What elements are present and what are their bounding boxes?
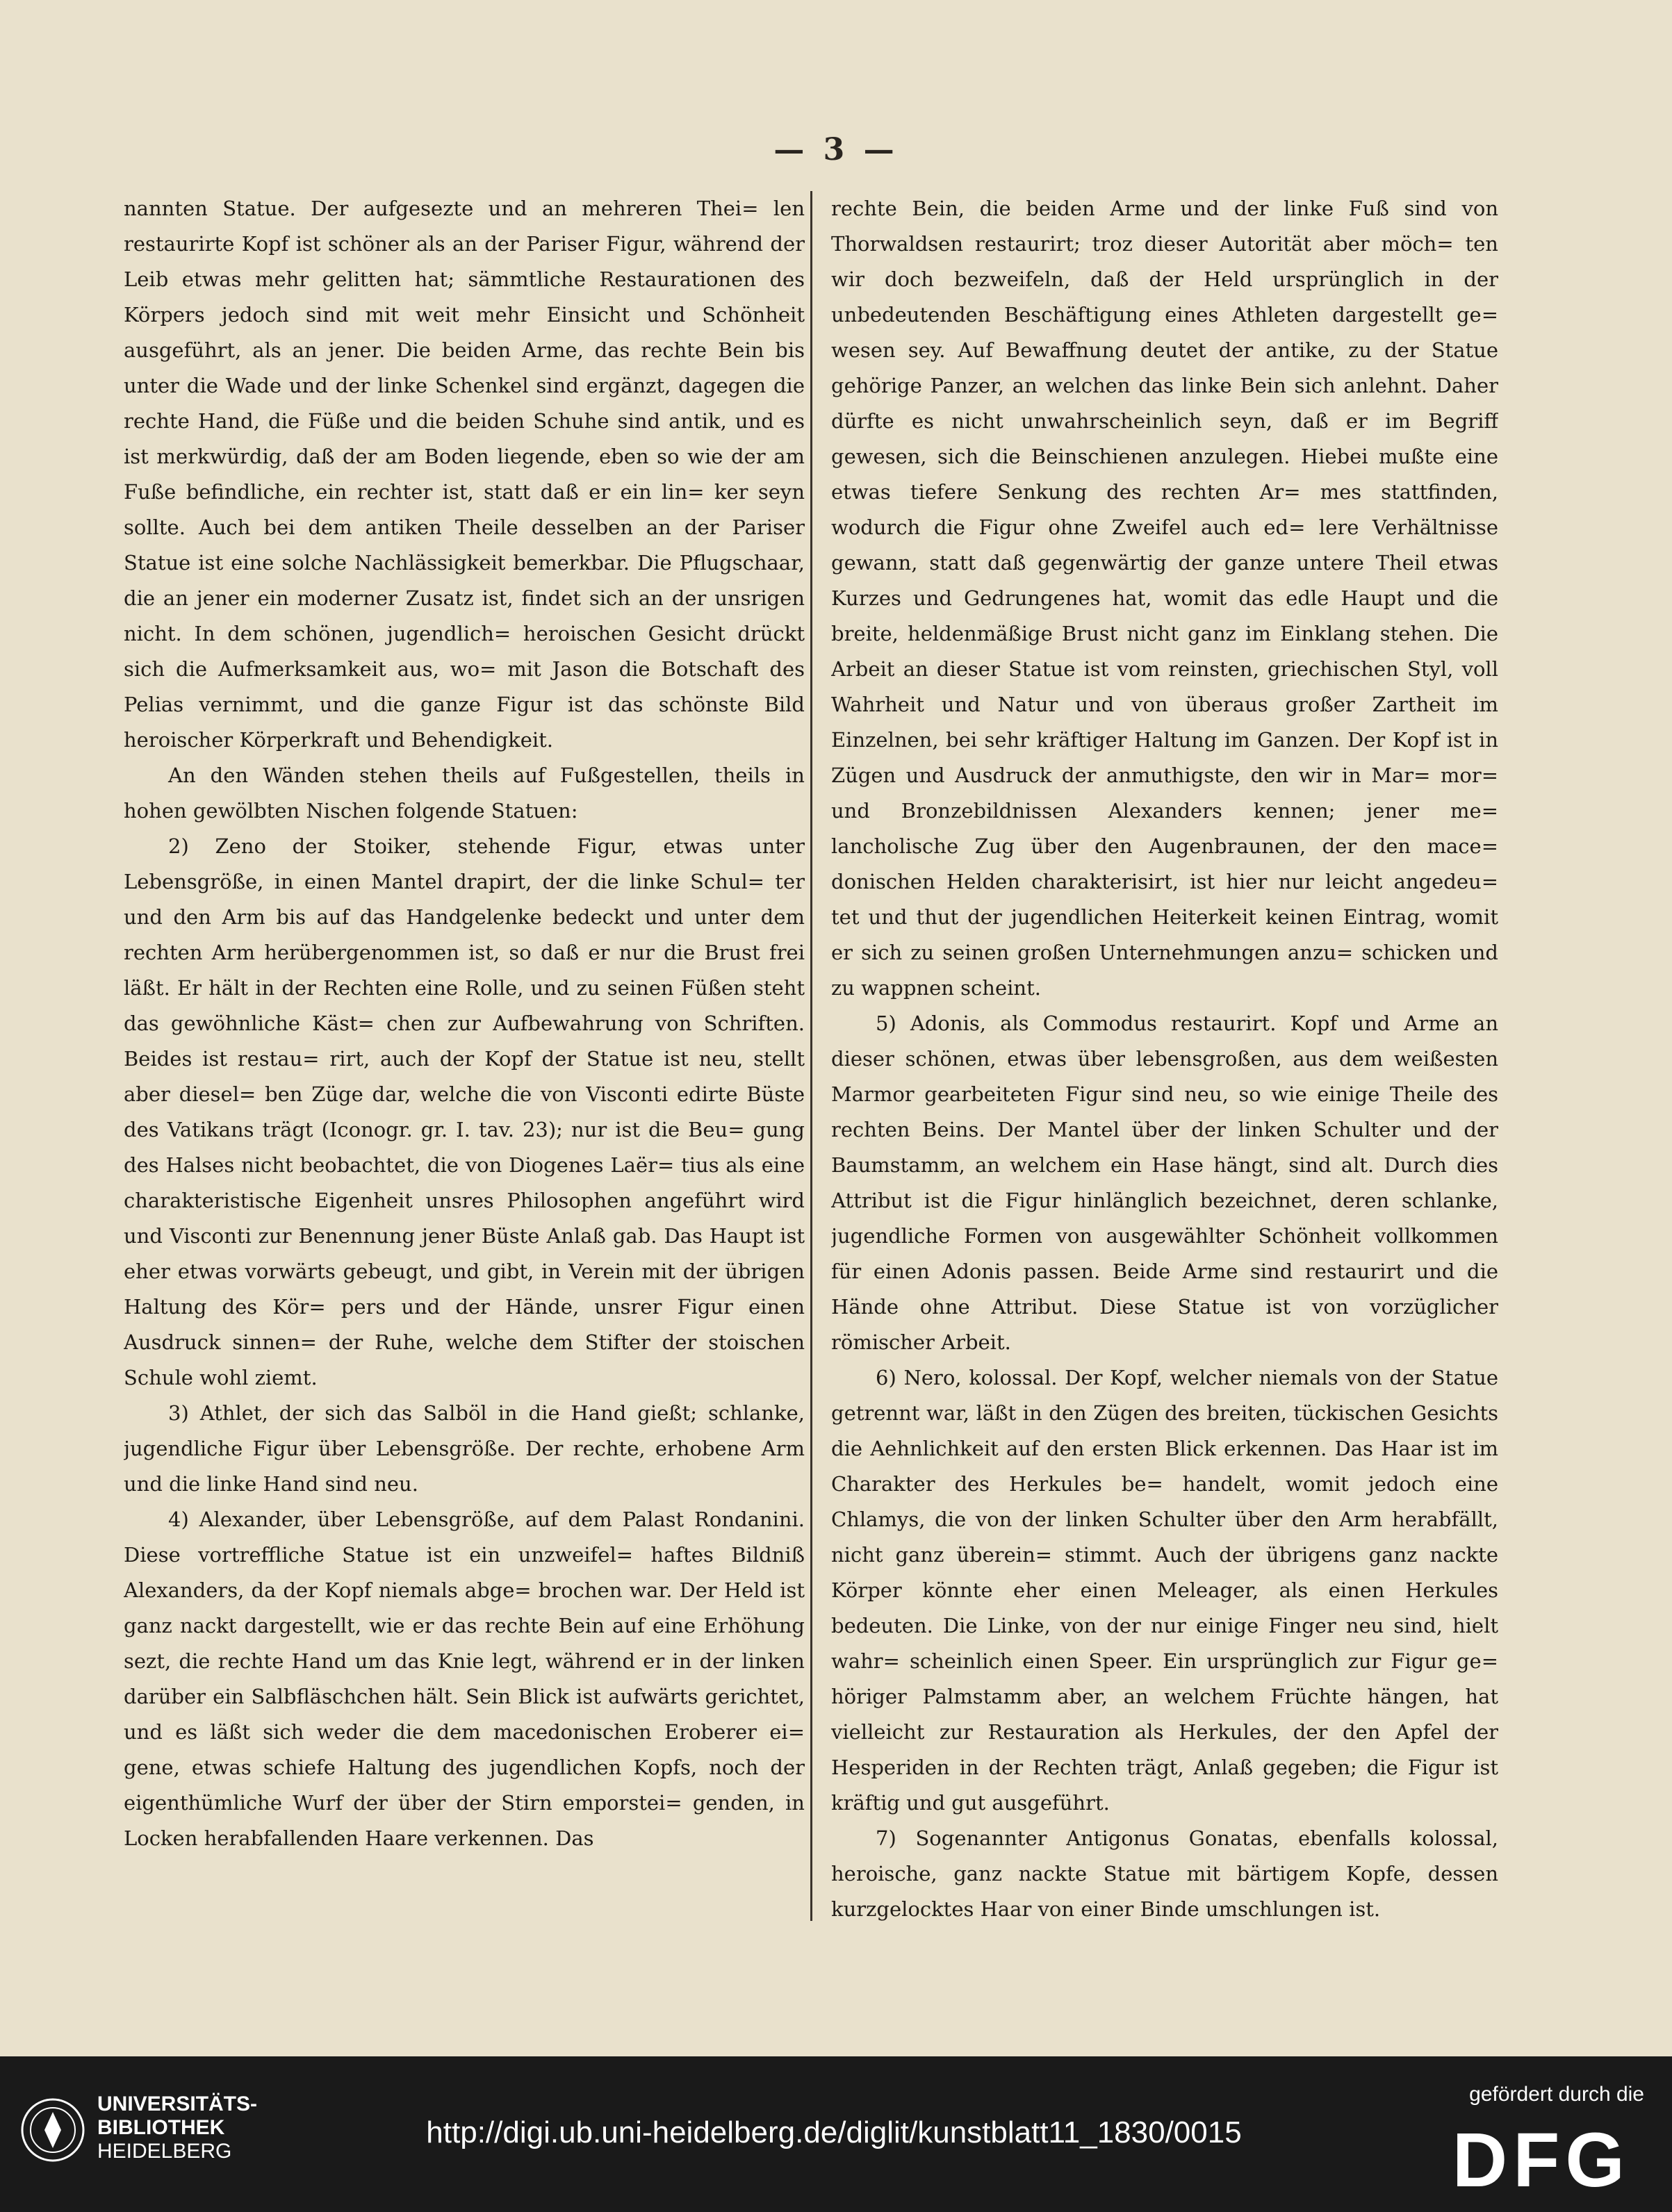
paragraph: nannten Statue. Der aufgesezte und an mehreren Thei= len restaurirte Kopf ist schöner als an der Pariser Figur, während der Leib etwas mehr gelitten hat; sämmtliche Restaurationen des Körpers jedoch sind mit weit mehr Einsicht und Schönheit ausgeführt, als an jener. Die beiden Arme, das rechte Bein bis unter die Wade und der linke Schenkel sind ergänzt, dagegen die rechte Hand, die Füße und die beiden Schuhe sind antik, und es ist merkwürdig, daß der am Boden liegende, eben so wie der am Fuße befindliche, ein rechter ist, statt daß er ein lin= ker seyn sollte. Auch bei dem antiken Theile desselben an der Pariser Statue ist eine solche Nachlässigkeit bemerkbar. Die Pflugschaar, die an jener ein moderner Zusatz ist, findet sich an der unsrigen nicht. In dem schönen, jugendlich= heroischen Gesicht drückt sich die Aufmerksamkeit aus, wo= mit Jason die Botschaft des Pelias vernimmt, und die ganze Figur ist das schönste Bild heroischer Körperkraft und Behendigkeit. <box>124 197 805 752</box>
paragraph: 6) Nero, kolossal. Der Kopf, welcher niemals von der Statue getrennt war, läßt in den Zügen des breiten, tückischen Gesichts die Aehnlichkeit auf den ersten Blick erkennen. Das Haar ist im Charakter des Herkules be= handelt, womit jedoch eine Chlamys, die von der linken Schulter über den Arm herabfällt, nicht ganz überein= stimmt. Auch der übrigens ganz nackte Körper könnte eher einen Meleager, als einen Herkules bedeuten. Die Linke, von der nur einige Finger neu sind, hielt wahr= scheinlich einen Speer. Ein ursprünglich zur Figur ge= höriger Palmstamm aber, an welchem Früchte hängen, hat vielleicht zur Restauration als Herkules, der den Apfel der Hesperiden in der Rechten trägt, Anlaß gegeben; die Figur ist kräftig und gut ausgeführt. <box>831 1366 1498 1815</box>
paragraph: 7) Sogenannter Antigonus Gonatas, ebenfalls kolossal, heroische, ganz nackte Statue mit bärtigem Kopfe, dessen kurzgelocktes Haar von einer Binde umschlungen ist. <box>831 1826 1498 1921</box>
source-url-link[interactable]: http://digi.ub.uni-heidelberg.de/diglit/kunstblatt11_1830/0015 <box>426 2115 1242 2149</box>
paragraph: 2) Zeno der Stoiker, stehende Figur, etwas unter Lebensgröße, in einen Mantel drapirt, der die linke Schul= ter und den Arm bis auf das Handgelenke bedeckt und unter dem rechten Arm herübergenommen ist, so daß er nur die Brust frei läßt. Er hält in der Rechten eine Rolle, und zu seinen Füßen steht das gewöhnliche Käst= chen zur Aufbewahrung von Schriften. Beides ist restau= rirt, auch der Kopf der Statue ist neu, stellt aber diesel= ben Züge dar, welche die von Visconti edirte Büste des Vatikans trägt (Iconogr. gr. I. tav. 23); nur ist die Beu= gung des Halses nicht beobachtet, die von Diogenes Laër= tius als eine charakteristische Eigenheit unsres Philosophen angeführt wird und Visconti zur Benennung jener Büste Anlaß gab. Das Haupt ist eher etwas vorwärts gebeugt, und gibt, in Verein mit der übrigen Haltung des Kör= pers und der Hände, unsrer Figur einen Ausdruck sinnen= der Ruhe, welche dem Stifter der stoischen Schule wohl ziemt. <box>124 834 805 1389</box>
funded-by-label: gefördert durch die <box>1469 2083 1644 2106</box>
paragraph: 4) Alexander, über Lebensgröße, auf dem Palast Rondanini. Diese vortreffliche Statue ist ein unzweifel= haftes Bildniß Alexanders, da der Kopf niemals abge= brochen war. Der Held ist ganz nackt dargestellt, wie er das rechte Bein auf eine Erhöhung sezt, die rechte Hand um das Knie legt, während er in der linken darüber ein Salbfläschchen hält. Sein Blick ist aufwärts gerichtet, und es läßt sich weder die dem macedonischen Eroberer ei= gene, etwas schiefe Haltung des jugendlichen Kopfs, noch der eigenthümliche Wurf der über der Stirn emporstei= genden, in Locken herabfallenden Haare verkennen. Das <box>124 1508 805 1850</box>
page-number: — 3 — <box>773 132 899 167</box>
library-name <box>97 2093 257 2163</box>
dfg-logo: DFG <box>1452 2118 1630 2203</box>
paragraph: rechte Bein, die beiden Arme und der linke Fuß sind von Thorwaldsen restaurirt; troz dieser Autorität aber möch= ten wir doch bezweifeln, daß der Held ursprünglich in der unbedeutenden Beschäftigung eines Athleten dargestellt ge= wesen sey. Auf Bewaffnung deutet der antike, zu der Statue gehörige Panzer, an welchen das linke Bein sich anlehnt. Daher dürfte es nicht unwahrscheinlich seyn, daß er im Begriff gewesen, sich die Beinschienen anzulegen. Hiebei mußte eine etwas tiefere Senkung des rechten Ar= mes stattfinden, wodurch die Figur ohne Zweifel auch ed= lere Verhältnisse gewann, statt daß gegenwärtig der ganze untere Theil etwas Kurzes und Gedrungenes hat, womit das edle Haupt und die breite, heldenmäßige Brust nicht ganz im Einklang stehen. Die Arbeit an dieser Statue ist vom reinsten, griechischen Styl, voll Wahrheit und Natur und von überaus großer Zartheit im Einzelnen, bei sehr kräftiger Haltung im Ganzen. Der Kopf ist in Zügen und Ausdruck der anmuthigste, den wir in Mar= mor= und Bronzebildnissen Alexanders kennen; jener me= lancholische Zug über den Augenbraunen, der den mace= donischen Helden charakterisirt, ist hier nur leicht angedeu= tet und thut der jugendlichen Heiterkeit keinen Eintrag, womit er sich zu seinen großen Unternehmungen anzu= schicken und zu wappnen scheint. <box>831 197 1498 1000</box>
university-seal-icon <box>19 2097 86 2163</box>
library-name-line2: BIBLIOTHEK <box>97 2116 225 2139</box>
library-name-line1: UNIVERSITÄTS- <box>97 2093 258 2115</box>
right-column <box>831 191 1498 1942</box>
paragraph: An den Wänden stehen theils auf Fußgestellen, theils in hohen gewölbten Nischen folgende Statuen: <box>124 764 805 823</box>
left-column <box>124 191 805 1942</box>
paragraph: 5) Adonis, als Commodus restaurirt. Kopf und Arme an dieser schönen, etwas über lebensgroßen, aus dem weißesten Marmor gearbeiteten Figur sind neu, so wie einige Theile des rechten Beins. Der Mantel über der linken Schulter und der Baumstamm, an welchem ein Hase hängt, sind alt. Durch dies Attribut ist die Figur hinlänglich bezeichnet, deren schlanke, jugendliche Formen von ausgewählter Schönheit vollkommen für einen Adonis passen. Beide Arme sind restaurirt und die Hände ohne Attribut. Diese Statue ist von vorzüglicher römischer Arbeit. <box>831 1012 1498 1354</box>
library-name-line3: HEIDELBERG <box>97 2140 232 2163</box>
footer-bar <box>0 2056 1672 2212</box>
paragraph: 3) Athlet, der sich das Salböl in die Hand gießt; schlanke, jugendliche Figur über Lebensgröße. Der rechte, erhobene Arm und die linke Hand sind neu. <box>124 1401 805 1496</box>
column-divider <box>810 191 812 1921</box>
